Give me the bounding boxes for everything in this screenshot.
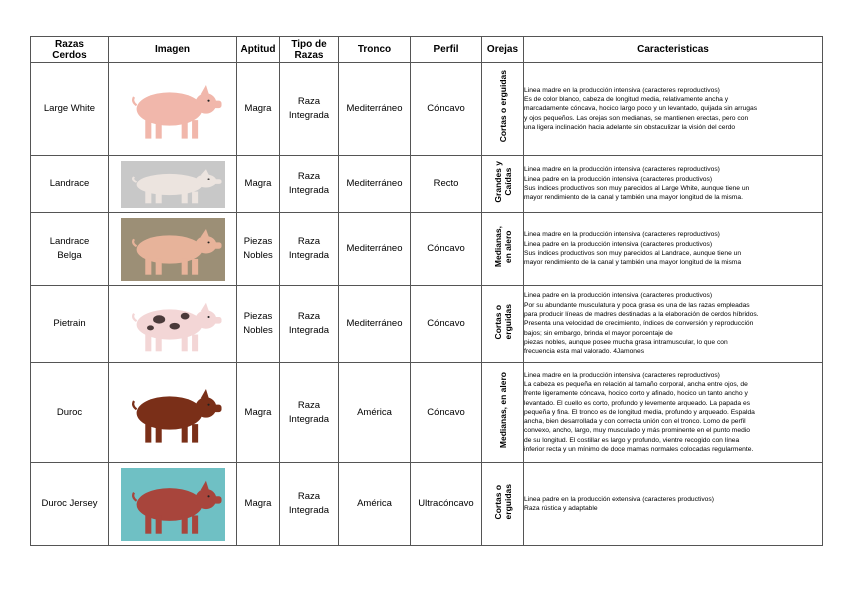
pig-illustration [121, 72, 225, 146]
ears-label: Medianas, en alero [497, 371, 508, 449]
breed-name: Large White [31, 63, 109, 156]
race-type-cell: Raza Integrada [280, 156, 339, 213]
aptitude-cell: Magra [237, 363, 280, 463]
breed-image [109, 463, 237, 546]
description-line: y ojos pequeños. Las orejas son medianas, se mantienen erectas, pero con [524, 114, 749, 122]
header-image: Imagen [109, 37, 237, 63]
profile-cell: Cóncavo [411, 213, 482, 286]
description-line: de su longitud. El costillar es largo y profundo, vientre recogido con línea [524, 436, 740, 444]
header-breed: Razas Cerdos [31, 37, 109, 63]
description-line: Raza rústica y adaptable [524, 505, 598, 512]
header-aptitude: Aptitud [237, 37, 280, 63]
breed-name: Duroc Jersey [31, 463, 109, 546]
pig-illustration [121, 376, 225, 450]
description-line: Linea padre en la producción intensiva (caracteres productivos) [524, 292, 713, 300]
description-line: mayor rendimiento de la canal y también una mayor longitud de la misma [524, 259, 742, 267]
ears-cell [482, 286, 524, 363]
breed-image [109, 286, 237, 363]
trunk-cell: América [339, 463, 411, 546]
description-line: Sus índices productivos son muy parecidos al Landrace, aunque tiene un [524, 250, 742, 257]
table-row [31, 156, 823, 213]
ears-label: Cortas o erguidas [492, 483, 513, 520]
ears-label: Cortas o erguidas [497, 70, 508, 143]
description-line: Es de color blanco, cabeza de longitud media, relativamente ancha y [524, 96, 729, 104]
description-line: Sus índices productivos son muy parecidos al Large White, aunque tiene un [524, 185, 750, 192]
characteristics-cell [524, 463, 823, 546]
breed-name: Duroc [31, 363, 109, 463]
aptitude-cell: Magra [237, 463, 280, 546]
description-line: frente ligeramente cóncava, hocico corto y afinado, hocico un tanto ancho y [524, 390, 748, 398]
profile-cell: Cóncavo [411, 363, 482, 463]
description-line: Linea madre en la producción intensiva (caracteres reproductivos) [524, 231, 720, 239]
description-line: piezas nobles, aunque posee mucha grasa intramuscular, lo que con [524, 338, 728, 346]
description-line: La cabeza es pequeña en relación al tamaño corporal, ancha entre ojos, de [524, 380, 748, 388]
profile-cell: Cóncavo [411, 63, 482, 156]
characteristics-cell [524, 213, 823, 286]
table-row [31, 286, 823, 363]
characteristics-cell [524, 63, 823, 156]
breed-name: Pietrain [31, 286, 109, 363]
breeds-table [30, 36, 823, 546]
aptitude-cell: Magra [237, 156, 280, 213]
aptitude-cell: Piezas Nobles [237, 286, 280, 363]
description-line: bajos; sin embargo, brinda el mayor porcentaje de [524, 329, 673, 337]
description-line: frecuencia esta mal valorado. 4Jamones [524, 348, 645, 356]
pig-illustration [121, 291, 225, 358]
pig-illustration [121, 161, 225, 208]
description-line: marcadamente cóncava, hocico largo poco y un levantado, quijada sin arrugas [524, 105, 758, 113]
aptitude-cell: Piezas Nobles [237, 213, 280, 286]
description-line: Linea madre en la producción intensiva (caracteres reproductivos) [524, 86, 720, 94]
breed-name: Landrace Belga [31, 213, 109, 286]
ears-cell [482, 363, 524, 463]
table-row [31, 213, 823, 286]
table-row [31, 363, 823, 463]
ears-label: Medianas, en alero [492, 225, 513, 268]
ears-label: Grandes y Caídas [492, 160, 513, 203]
race-type-cell: Raza Integrada [280, 63, 339, 156]
characteristics-cell [524, 363, 823, 463]
ears-cell [482, 63, 524, 156]
characteristics-cell [524, 156, 823, 213]
profile-cell: Ultracóncavo [411, 463, 482, 546]
description-line: Linea padre en la producción extensiva (caracteres productivos) [524, 495, 714, 503]
trunk-cell: Mediterráneo [339, 156, 411, 213]
aptitude-cell: Magra [237, 63, 280, 156]
trunk-cell: Mediterráneo [339, 63, 411, 156]
description-line: inferior recta y un mínimo de doce mamas normales colocadas regularmente. [524, 446, 754, 454]
race-type-cell: Raza Integrada [280, 463, 339, 546]
breed-image [109, 156, 237, 213]
characteristics-cell [524, 286, 823, 363]
profile-cell: Recto [411, 156, 482, 213]
description-line: Linea madre en la producción intensiva (caracteres reproductivos) [524, 371, 720, 379]
ears-cell [482, 213, 524, 286]
breed-name: Landrace [31, 156, 109, 213]
ears-cell [482, 156, 524, 213]
pig-illustration [121, 218, 225, 281]
profile-cell: Cóncavo [411, 286, 482, 363]
ears-cell [482, 463, 524, 546]
header-ears: Orejas [482, 37, 524, 63]
description-line: Por su abundante musculatura y poca grasa es una de las razas empleadas [524, 301, 750, 309]
header-trunk: Tronco [339, 37, 411, 63]
table-row [31, 463, 823, 546]
pig-illustration [121, 468, 225, 541]
description-line: Linea padre en la producción intensiva (caracteres productivos) [524, 240, 713, 248]
breed-image [109, 213, 237, 286]
description-line: convexo, ancho, largo, muy musculado y más prominente en el punto medio [524, 427, 751, 435]
race-type-cell: Raza Integrada [280, 286, 339, 363]
description-line: pequeña y fina. El tronco es de longitud media, profundo y arqueado. Espalda [524, 408, 755, 416]
description-line: mayor rendimiento de la canal y también una mayor longitud de la misma. [524, 194, 743, 202]
trunk-cell: América [339, 363, 411, 463]
description-line: Linea madre en la producción intensiva (caracteres reproductivos) [524, 166, 720, 174]
description-line: ancha, bien desarrollada y con correcta unión con el tronco. Lomo de perfil [524, 418, 746, 426]
breed-image [109, 363, 237, 463]
trunk-cell: Mediterráneo [339, 213, 411, 286]
race-type-cell: Raza Integrada [280, 213, 339, 286]
breed-image [109, 63, 237, 156]
table-row [31, 63, 823, 156]
header-race-type: Tipo de Razas [280, 37, 339, 63]
race-type-cell: Raza Integrada [280, 363, 339, 463]
header-row [31, 37, 823, 63]
description-line: para producir líneas de madres destinadas a la elaboración de cerdos híbridos. [524, 311, 759, 319]
description-line: levantado. El cuello es corto, profundo y levemente arqueado. La papada es [524, 399, 751, 407]
trunk-cell: Mediterráneo [339, 286, 411, 363]
description-line: una ligera inclinación hacia adelante sin obstaculizar la visión del cerdo [524, 123, 736, 131]
header-characteristics: Caracteristicas [524, 37, 823, 63]
description-line: Presenta una velocidad de crecimiento, índices de conversión y reproducción [524, 320, 754, 328]
description-line: Linea padre en la producción intensiva (caracteres productivos) [524, 175, 713, 183]
ears-label: Cortas o erguidas [492, 303, 513, 340]
header-profile: Perfil [411, 37, 482, 63]
